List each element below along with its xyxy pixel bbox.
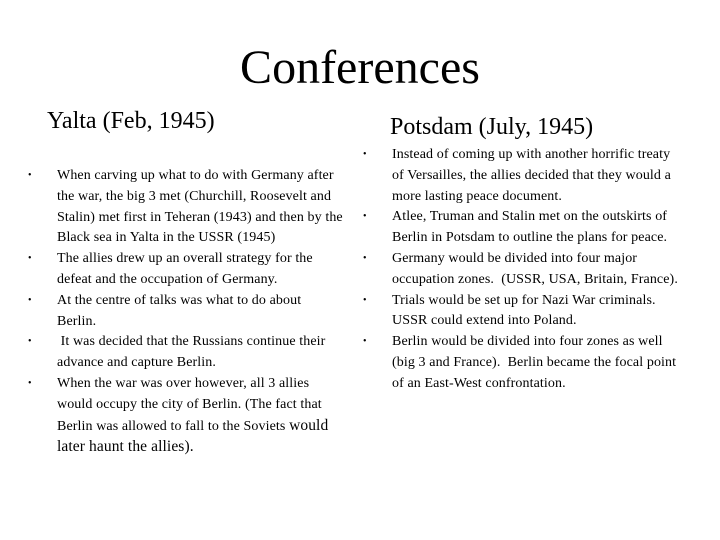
bullet-text: Germany would be divided into four major occupation zones. (USSR, USA, Britain, France). (392, 250, 678, 287)
potsdam-bullet-4 (363, 291, 683, 333)
bullet-dot-icon: • (363, 294, 367, 306)
bullet-dot-icon: • (28, 294, 32, 306)
bullet-text: When carving up what to do with Germany after the war, the big 3 met (Churchill, Roosevelt and Stalin) met first in Teheran (1943) and then by the Black sea in Yalta in the USSR (1945) (57, 168, 343, 246)
slide-title: Conferences (240, 41, 480, 94)
bullet-text: The allies drew up an overall strategy for the defeat and the occupation of Germany. (57, 251, 313, 287)
potsdam-bullet-5 (363, 332, 683, 394)
bullet-dot-icon: • (363, 336, 367, 348)
bullet-dot-icon: • (28, 170, 32, 181)
yalta-bullet-5 (28, 374, 343, 459)
yalta-bullet-2 (28, 249, 343, 291)
potsdam-heading: Potsdam (July, 1945) (390, 114, 594, 140)
bullet-text: Atlee, Truman and Stalin met on the outskirts of Berlin in Potsdam to outline the plans for peace. (392, 209, 668, 246)
bullet-dot-icon: • (28, 253, 32, 265)
bullet-dot-icon: • (28, 377, 32, 389)
yalta-bullet-list (28, 166, 343, 459)
potsdam-bullet-1 (363, 145, 683, 207)
yalta-bullet-4 (28, 332, 343, 374)
bullet-text: At the centre of talks was what to do about Berlin. (57, 292, 302, 329)
potsdam-bullet-list (363, 145, 683, 395)
yalta-bullet-1 (28, 166, 343, 249)
potsdam-bullet-2 (363, 207, 683, 249)
yalta-bullet-3 (28, 291, 343, 333)
bullet-dot-icon: • (363, 149, 367, 160)
bullet-text: When the war was over however, all 3 allies would occupy the city of Berlin. (The fact that Berlin was allowed to fall to the Soviets (57, 375, 322, 434)
bullet-text: Trials would be set up for Nazi War criminals. USSR could extend into Poland. (392, 292, 663, 329)
potsdam-bullet-3 (363, 249, 683, 291)
bullet-text-large: would later haunt the allies). (57, 416, 329, 456)
yalta-heading: Yalta (Feb, 1945) (47, 108, 215, 134)
bullet-text: Instead of coming up with another horrific treaty of Versailles, the allies decided that they would a more lasting peace document. (392, 147, 671, 204)
bullet-dot-icon: • (363, 211, 367, 223)
bullet-text: Berlin would be divided into four zones as well (big 3 and France). Berlin became the focal point of an East-West confrontation. (392, 334, 680, 391)
bullet-dot-icon: • (28, 336, 32, 348)
bullet-text: It was decided that the Russians continue their advance and capture Berlin. (57, 334, 330, 371)
bullet-dot-icon: • (363, 252, 367, 264)
